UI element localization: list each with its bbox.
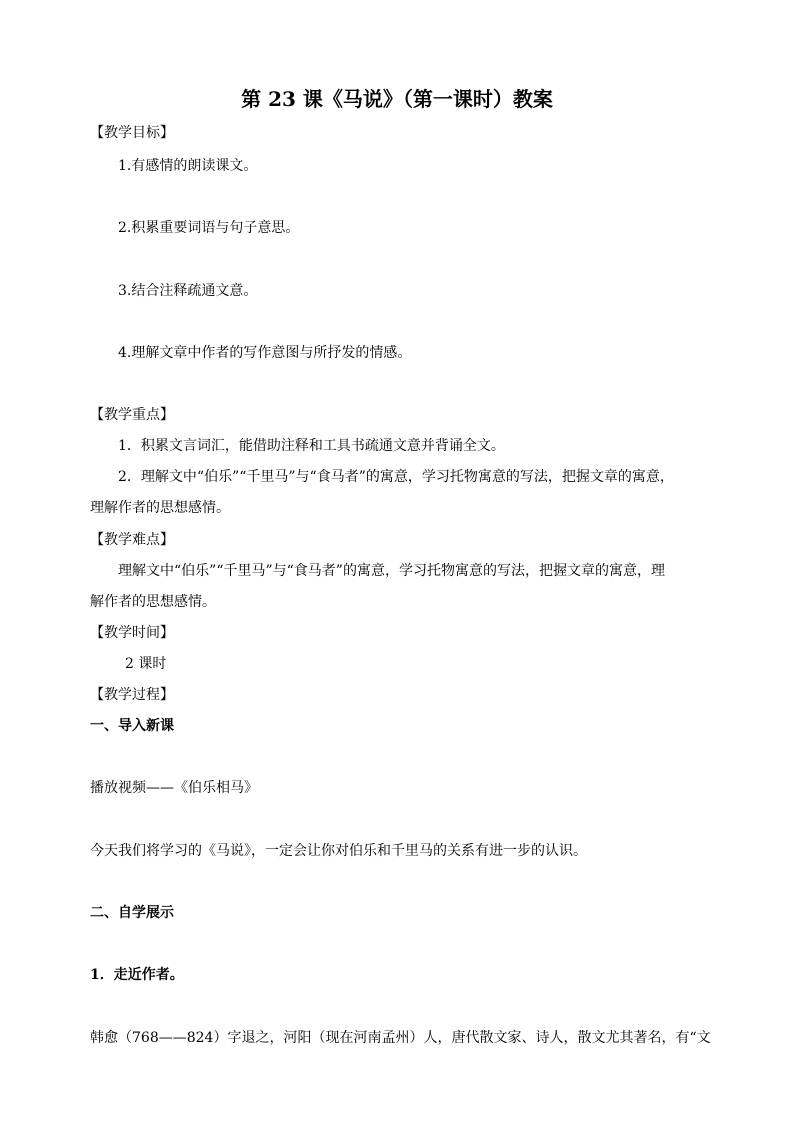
- section-2-title: 二、自学展示: [90, 905, 174, 921]
- key-point-item-2-line-1: 2．理解文中“伯乐”“千里马”与“食马者”的寓意，学习托物寓意的写法，把握文章的寓意，: [118, 469, 674, 485]
- key-point-item-2-line-2: 理解作者的思想感情。: [90, 500, 230, 516]
- objectives-heading: 【教学目标】: [90, 125, 174, 141]
- subsection-1-line-1: 韩愈（768——824）字退之，河阳（现在河南孟州）人，唐代散文家、诗人，散文尤其著名，有“文: [90, 1030, 711, 1046]
- objective-item-1: 1.有感情的朗读课文。: [118, 158, 258, 174]
- key-point-item-1: 1．积累文言词汇，能借助注释和工具书疏通文意并背诵全文。: [118, 438, 505, 454]
- objective-item-3: 3.结合注释疏通文意。: [118, 283, 258, 299]
- key-points-heading: 【教学重点】: [90, 407, 174, 423]
- objective-item-4: 4.理解文章中作者的写作意图与所抒发的情感。: [118, 345, 412, 361]
- process-heading: 【教学过程】: [90, 687, 174, 703]
- section-1-title: 一、导入新课: [90, 718, 174, 734]
- time-value: 2 课时: [125, 656, 167, 672]
- time-heading: 【教学时间】: [90, 625, 174, 641]
- difficulties-heading: 【教学难点】: [90, 532, 174, 548]
- page-title: 第 23 课《马说》（第一课时）教案: [241, 87, 553, 111]
- section-1-line-1: 播放视频——《伯乐相马》: [90, 780, 258, 796]
- subsection-1-title: 1．走近作者。: [90, 967, 184, 983]
- objective-item-2: 2.积累重要词语与句子意思。: [118, 220, 300, 236]
- difficulties-line-2: 解作者的思想感情。: [90, 594, 216, 610]
- section-1-line-2: 今天我们将学习的《马说》，一定会让你对伯乐和千里马的关系有进一步的认识。: [90, 843, 587, 859]
- difficulties-line-1: 理解文中“伯乐”“千里马”与“食马者”的寓意，学习托物寓意的写法，把握文章的寓意，理: [118, 563, 665, 579]
